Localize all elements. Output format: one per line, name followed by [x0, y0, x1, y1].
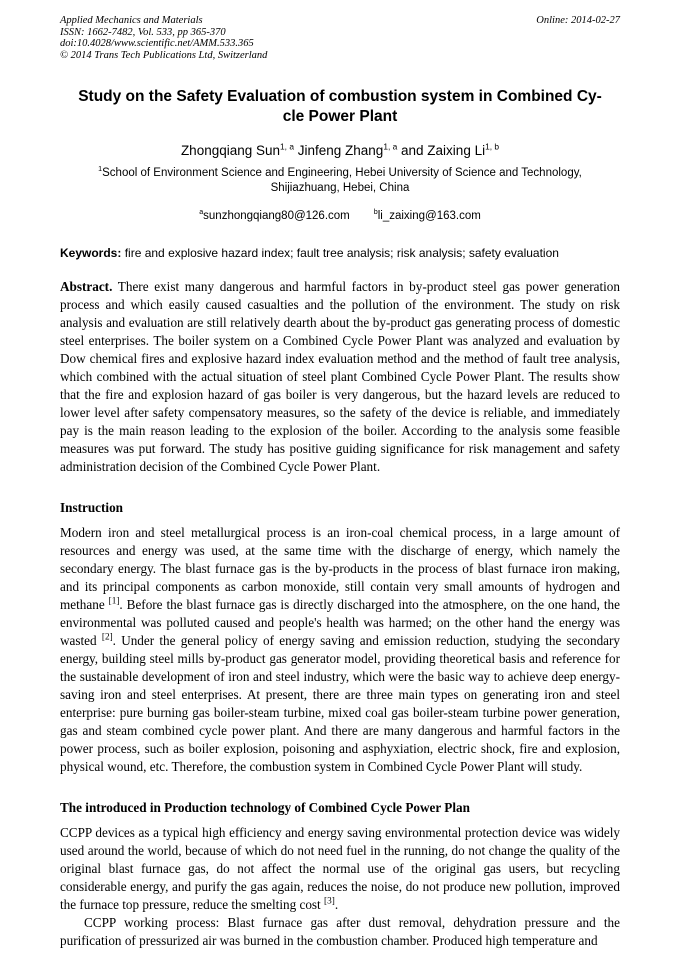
ccpp-text-2: . — [334, 897, 339, 912]
paper-title-line-1: Study on the Safety Evaluation of combustion system in Combined Cy- — [78, 88, 602, 105]
affiliation — [60, 166, 620, 196]
affiliation-marker: 1 — [98, 165, 103, 174]
email-1-marker: a — [199, 208, 204, 217]
author-name-2: Jinfeng Zhang — [297, 143, 384, 158]
keywords-label: Keywords: — [60, 246, 122, 260]
email-1-address: sunzhongqiang80@126.com — [203, 210, 350, 222]
section-heading-production-technology: The introduced in Production technology of Combined Cycle Power Plan — [60, 800, 470, 815]
reference-marker-1: [1] — [108, 595, 120, 606]
email-2 — [374, 210, 481, 222]
ccpp-text-1: CCPP devices as a typical high efficiency and energy saving environmental protection device was widely used around the world, because of which do not need fuel in the running, do not change the quality of the original blast furnace gas, do not affect the normal use of the original gas users, but recycling considerable energy, and purify the gas again, reduces the noise, do not produce new pollution, improved the furnace top pressure, reduce the smelting cost — [60, 825, 620, 912]
journal-header — [60, 15, 620, 61]
emails-line — [60, 209, 620, 223]
author-affil-marker-3: 1, b — [485, 141, 500, 152]
author-affil-marker-1: 1, a — [280, 141, 294, 152]
reference-marker-3: [3] — [324, 895, 335, 906]
instruction-text-3: . Under the general policy of energy saving and emission reduction, studying the secondary energy, building steel mills by-product gas generator model, providing theoretical basis and reference for the sustainable development of iron and steel industry, which were the basic way to achieve deep energy-saving iron and steel enterprises. At present, there are three main types on generating iron and steel enterprise: pure burning gas boiler-steam turbine, mixed coal gas boiler-steam turbine power generation, gas and steam combined cycle power plant. And there are many dangerous and harmful factors in the power process, such as boiler explosion, poisoning and asphyxiation, electric shock, fire and explosion, physical wound, etc. Therefore, the combustion system in Combined Cycle Power Plant will study. — [60, 633, 621, 774]
issn-volume-line: ISSN: 1662-7482, Vol. 533, pp 365-370 — [60, 26, 226, 38]
author-name-1: Zhongqiang Sun — [180, 143, 281, 158]
author-affil-marker-2: 1, a — [383, 141, 398, 152]
journal-name: Applied Mechanics and Materials — [60, 15, 203, 26]
copyright-line: © 2014 Trans Tech Publications Ltd, Switzerland — [60, 49, 268, 61]
abstract-text: There exist many dangerous and harmful factors in by-product steel gas power generation process and which easily caused casualties and the pollution of the environment. The study on risk analysis and evaluation are still relatively dearth about the by-product gas generating process of domestic steel enterprises. The boiler system on a Combined Cycle Power Plant was analyzed and evaluation by Dow chemical fires and explosive hazard index evaluation method and the method of fault tree analysis, which combined with the actual situation of steel plant Combined Cycle Power Plant. The results show that the fire and explosion hazard of gas boiler is very dangerous, but the hazard levels are reduced to lower level after safety compensatory measures, so the safety of the device is reliable, and immediately pay is the main reason leading to the explosion of the boiler. According to the analysis some feasible measures was put forward. The study has positive guiding significance for risk management and safety administration decision of the Combined Cycle Power Plant. — [60, 279, 620, 474]
email-2-address: li_zaixing@163.com — [377, 210, 481, 222]
instruction-text-2: . Before the blast furnace gas is directly discharged into the atmosphere, on the one hand, the environmental was polluted caused and people's health was harmed; on the other hand the energy was wasted — [60, 597, 620, 648]
keywords-line — [60, 246, 620, 261]
keywords-text: fire and explosive hazard index; fault tree analysis; risk analysis; safety evaluation — [124, 246, 559, 260]
doi-line: doi:10.4028/www.scientific.net/AMM.533.365 — [60, 38, 254, 49]
paper-title — [60, 87, 620, 127]
online-date: Online: 2014-02-27 — [536, 15, 620, 26]
instruction-paragraph — [60, 524, 620, 776]
abstract-paragraph — [60, 278, 620, 476]
section-heading-instruction: Instruction — [60, 500, 124, 515]
affiliation-text: School of Environment Science and Engineering, Hebei University of Science and Technology, Shijiazhuang, Hebei, China — [102, 167, 582, 194]
reference-marker-2: [2] — [101, 631, 113, 642]
instruction-text-1: Modern iron and steel metallurgical process is an iron-coal chemical process, in a large amount of resources and energy was used, at the same time with the discharge of energy, which namely the secondary energy. The blast furnace gas is the by-products in the process of blast furnace iron making, and its principal components as carbon monoxide, still contain very small amounts of hydrogen and methane — [60, 525, 620, 612]
ccpp-paragraph-1 — [60, 824, 620, 914]
authors-line — [60, 142, 620, 159]
paper-title-line-2: cle Power Plant — [282, 108, 398, 125]
ccpp-paragraph-2: CCPP working process: Blast furnace gas after dust removal, dehydration pressure and the purification of pressurized air was burned in the combustion chamber. Produced high temperature and — [60, 915, 620, 948]
email-1 — [199, 210, 350, 222]
abstract-label: Abstract. — [60, 279, 113, 294]
email-2-marker: b — [373, 208, 378, 217]
journal-info-block — [60, 15, 267, 61]
author-name-3: and Zaixing Li — [401, 143, 486, 158]
